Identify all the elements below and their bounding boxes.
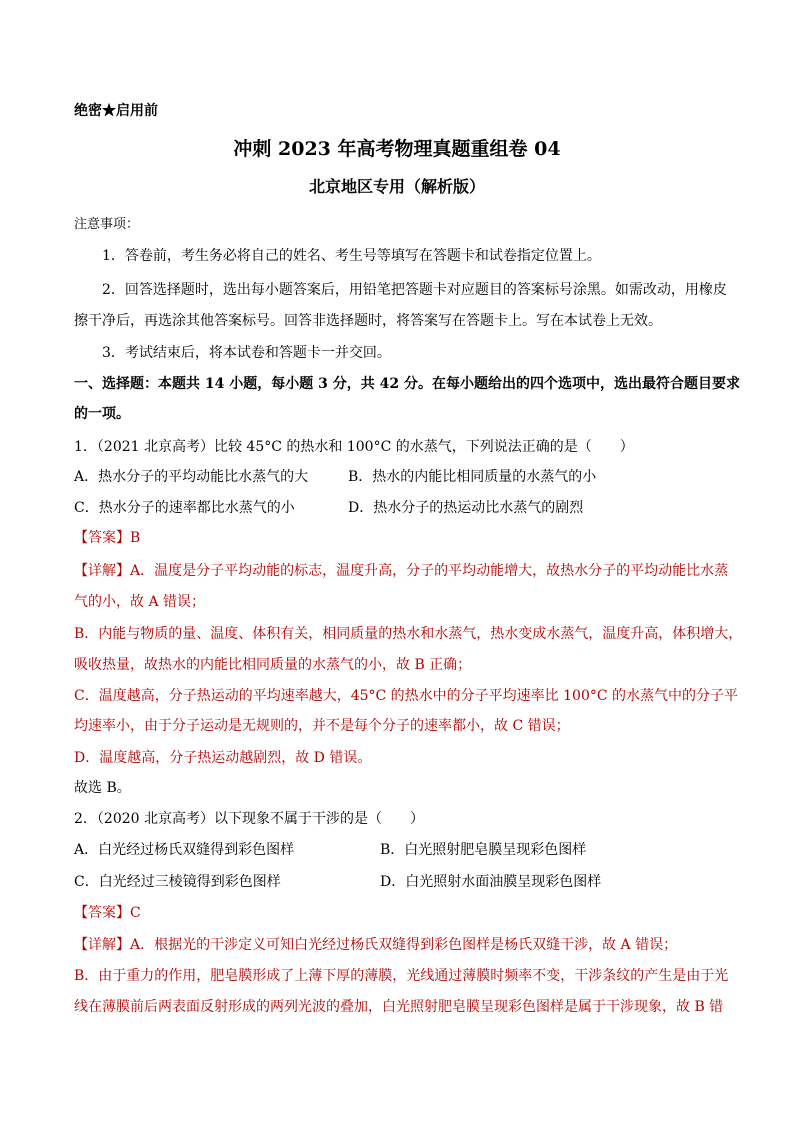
q2-detail-2: B．由于重力的作用，肥皂膜形成了上薄下厚的薄膜，光线通过薄膜时频率不变，干涉条纹的产生是由于光	[74, 968, 729, 984]
q2-option-c: C．白光经过三棱镜得到彩色图样	[74, 874, 281, 890]
q2-option-b: B．白光照射肥皂膜呈现彩色图样	[380, 842, 587, 858]
page-title: 冲刺 2023 年高考物理真题重组卷 04	[233, 138, 561, 160]
q2-answer: 【答案】C	[74, 905, 141, 921]
q2-detail-1: 【详解】A．根据光的干涉定义可知白光经过杨氏双缝得到彩色图样是杨氏双缝干涉，故 A 错误；	[74, 937, 678, 953]
page-subtitle: 北京地区专用（解析版）	[308, 177, 485, 196]
q1-detail-5: C．温度越高，分子热运动的平均速率越大，45°C 的热水中的分子平均速率比 100°C 的水蒸气中的分子平	[74, 688, 739, 704]
notice-item-2-cont: 擦干净后，再选涂其他答案标号。回答非选择题时，将答案写在答题卡上。写在本试卷上无效。	[74, 313, 662, 329]
q1-detail-1: 【详解】A．温度是分子平均动能的标志，温度升高，分子的平均动能增大，故热水分子的平均动能比水蒸	[74, 563, 729, 579]
q1-detail-7: D．温度越高，分子热运动越剧烈，故 D 错误。	[74, 750, 372, 766]
q1-detail-4: 吸收热量，故热水的内能比相同质量的水蒸气的小，故 B 正确；	[74, 657, 472, 673]
q1-conclusion: 故选 B。	[74, 780, 131, 796]
notice-item-2: 2．回答选择题时，选出每小题答案后，用铅笔把答题卡对应题目的答案标号涂黑。如需改动，用橡皮	[102, 282, 727, 298]
section-heading: 一、选择题：本题共 14 小题，每小题 3 分，共 42 分。在每小题给出的四个选项中，选出最符合题目要求	[74, 376, 740, 392]
q2-detail-3: 线在薄膜前后两表面反射形成的两列光波的叠加，白光照射肥皂膜呈现彩色图样是属于干涉现象，故 B 错	[74, 999, 724, 1015]
q2-stem: 2．（2020 北京高考）以下现象不属于干涉的是（ ）	[74, 811, 424, 827]
notice-heading: 注意事项：	[74, 217, 140, 232]
notice-item-3: 3．考试结束后，将本试卷和答题卡一并交回。	[102, 345, 391, 361]
q1-option-c: C．热水分子的速率都比水蒸气的小	[74, 500, 295, 516]
confidential-label: 绝密★启用前	[74, 103, 158, 119]
q1-detail-3: B．内能与物质的量、温度、体积有关，相同质量的热水和水蒸气，热水变成水蒸气，温度升高，体积增大，	[74, 626, 743, 642]
notice-item-1: 1．答卷前，考生务必将自己的姓名、考生号等填写在答题卡和试卷指定位置上。	[102, 248, 601, 264]
q1-stem: 1．（2021 北京高考）比较 45°C 的热水和 100°C 的水蒸气，下列说法正确的是（ ）	[74, 439, 634, 455]
q1-option-b: B．热水的内能比相同质量的水蒸气的小	[348, 469, 597, 485]
q1-detail-2: 气的小，故 A 错误；	[74, 594, 206, 610]
q1-detail-6: 均速率小，由于分子运动是无规则的，并不是每个分子的速率都小，故 C 错误；	[74, 718, 570, 734]
q1-answer: 【答案】B	[74, 530, 141, 546]
q2-option-a: A．白光经过杨氏双缝得到彩色图样	[74, 842, 295, 858]
q1-option-d: D．热水分子的热运动比水蒸气的剧烈	[348, 500, 584, 516]
q2-option-d: D．白光照射水面油膜呈现彩色图样	[380, 874, 602, 890]
section-heading-cont: 的一项。	[74, 406, 130, 422]
q1-option-a: A．热水分子的平均动能比水蒸气的大	[74, 469, 309, 485]
